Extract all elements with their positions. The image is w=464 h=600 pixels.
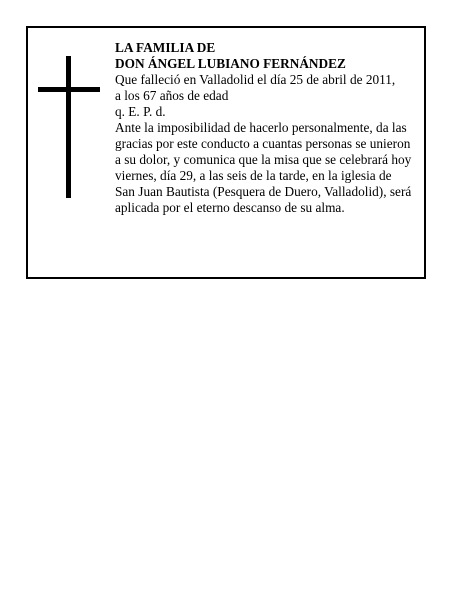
heading-family: LA FAMILIA DE [115, 40, 216, 55]
body-line: gracias por este conducto a cuantas personas se unieron [115, 136, 411, 151]
body-line: a su dolor, y comunica que la misa que se celebrará hoy [115, 152, 412, 167]
body-line: viernes, día 29, a las seis de la tarde, en la iglesia de [115, 168, 392, 183]
heading-deceased-name: DON ÁNGEL LUBIANO FERNÁNDEZ [115, 56, 346, 71]
obituary-notice [26, 26, 426, 279]
body-line: Ante la imposibilidad de hacerlo personalmente, da las [115, 120, 407, 135]
age-line: a los 67 años de edad [115, 88, 229, 103]
body-line: San Juan Bautista (Pesquera de Duero, Valladolid), será [115, 184, 412, 199]
cross-vertical-bar [66, 56, 71, 198]
body-line: aplicada por el eterno descanso de su alma. [115, 200, 345, 215]
death-date-line: Que falleció en Valladolid el día 25 de abril de 2011, [115, 72, 396, 87]
cross-horizontal-bar [38, 87, 100, 92]
cross-icon [38, 56, 100, 198]
rip-line: q. E. P. d. [115, 104, 166, 119]
notice-text [115, 40, 420, 216]
